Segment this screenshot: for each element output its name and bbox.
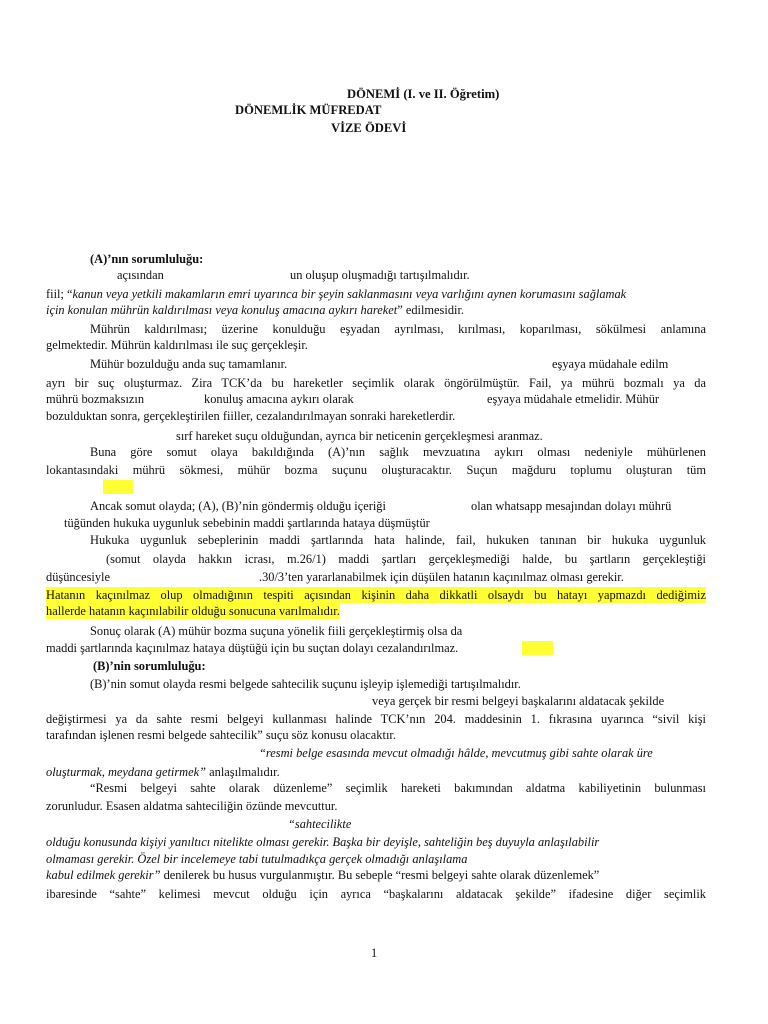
text-span: anlaşılmalıdır. bbox=[206, 765, 280, 779]
italic-quote: için konulan mührün kaldırılması veya konuluş amacına aykırı hareket bbox=[46, 303, 398, 317]
paragraph-line: düşüncesiyle bbox=[46, 570, 111, 584]
text-span: fiil; “ bbox=[46, 287, 73, 301]
paragraph-line: .30/3’ten yararlanabilmek için düşülen hatanın kaçınılmaz olması gerekir. bbox=[259, 570, 624, 584]
paragraph-line: açısından bbox=[117, 268, 164, 282]
highlighted-line: Hatanın kaçınılmaz olup olmadığının tespiti açısından kişinin daha dikkatli olsaydı bu hatayı yapmazdı dediğimiz bbox=[46, 588, 706, 602]
paragraph-line: eşyaya müdahale etmelidir. Mühür bbox=[487, 392, 660, 406]
paragraph-line: eşyaya müdahale edilm bbox=[552, 357, 669, 371]
italic-quote: “sahtecilikte bbox=[288, 817, 352, 831]
paragraph-line: Hukuka uygunluk sebeplerinin maddi şartlarında hata halinde, fail, hukuken tanınan bir hukuka uygunluk bbox=[90, 533, 706, 547]
text-span: ” edilmesidir. bbox=[397, 303, 464, 317]
italic-quote: olduğu konusunda kişiyi yanıltıcı nitelikte olması gerekir. Başka bir deyişle, sahteliğin beş duyuyla anlaşılabilir bbox=[46, 835, 600, 849]
paragraph-line: veya gerçek bir resmi belgeyi başkalarını aldatacak şekilde bbox=[372, 694, 665, 708]
paragraph-line: lokantasındaki mührü sökmesi, mühür bozma suçunu oluşturacaktır. Suçun mağduru toplumu oluşturan tüm bbox=[46, 463, 706, 477]
italic-quote: olmaması gerekir. Özel bir incelemeye tabi tutulmadıkça gerçek olmadığı anlaşılama bbox=[46, 852, 468, 866]
paragraph-line: maddi şartlarında kaçınılmaz hataya düştüğü için bu suçtan dolayı cezalandırılmaz. bbox=[46, 641, 459, 655]
paragraph-line: konuluş amacına aykırı olarak bbox=[204, 392, 354, 406]
highlight-mark bbox=[522, 641, 553, 655]
paragraph-line: değiştirmesi ya da sahte resmi belgeyi kullanması halinde TCK’nın 204. maddesinin 1. fıkrasına uyarınca “sivil kişi bbox=[46, 712, 706, 726]
section-heading-b: (B)’nin sorumluluğu: bbox=[93, 659, 206, 673]
paragraph-line: (somut olayda hakkın icrası, m.26/1) maddi şartları gerçekleşmediği halde, bu şartların gerçekleştiği bbox=[106, 552, 706, 566]
paragraph-line bbox=[46, 302, 706, 318]
header-curriculum: DÖNEMLİK MÜFREDAT bbox=[235, 103, 382, 117]
paragraph-line: tarafından işlenen resmi belgede sahtecilik” suçu söz konusu olacaktır. bbox=[46, 728, 396, 742]
paragraph-line bbox=[46, 286, 706, 302]
page-number: 1 bbox=[371, 946, 378, 960]
paragraph-line bbox=[46, 867, 706, 883]
highlight-mark bbox=[103, 480, 133, 494]
paragraph-line: Buna göre somut olaya bakıldığında (A)’nın sağlık mevzuatına aykırı olması nedeniyle mühürlenen bbox=[90, 445, 706, 459]
highlighted-line: hallerde hatanın kaçınılabilir olduğu sonucuna varılmalıdır. bbox=[46, 604, 340, 618]
paragraph-line: tüğünden hukuka uygunluk sebebinin maddi şartlarında hataya düşmüştür bbox=[64, 516, 430, 530]
paragraph-line: bozulduktan sonra, gerçekleştirilen fiiller, cezalandırılmayan sonraki hareketlerdir. bbox=[46, 409, 456, 423]
section-heading-a: (A)’nın sorumluluğu: bbox=[90, 252, 204, 266]
paragraph-line: (B)’nin somut olayda resmi belgede sahtecilik suçunu işleyip işlemediği tartışılmalıdır. bbox=[90, 677, 521, 691]
italic-quote: kabul edilmek gerekir” bbox=[46, 868, 161, 882]
paragraph-line: Ancak somut olayda; (A), (B)’nin göndermiş olduğu içeriği bbox=[90, 499, 386, 513]
paragraph-line: Mühür bozulduğu anda suç tamamlanır. bbox=[90, 357, 288, 371]
paragraph-line: gelmektedir. Mührün kaldırılması ile suç gerçekleşir. bbox=[46, 338, 308, 352]
paragraph-line: mührü bozmaksızın bbox=[46, 392, 145, 406]
paragraph-line: un oluşup oluşmadığı tartışılmalıdır. bbox=[290, 268, 470, 282]
paragraph-line: zorunludur. Esasen aldatma sahteciliğin özünde mevcuttur. bbox=[46, 799, 338, 813]
paragraph-line: Mührün kaldırılması; üzerine konulduğu eşyadan ayrılması, kırılması, koparılması, sökülmesi anlamına bbox=[90, 322, 706, 336]
header-title: VİZE ÖDEVİ bbox=[331, 121, 407, 135]
text-span: denilerek bu husus vurgulanmıştır. Bu sebeple “resmi belgeyi sahte olarak düzenlemek” bbox=[160, 868, 600, 882]
paragraph-line: “Resmi belgeyi sahte olarak düzenleme” seçimlik hareketi bakımından aldatma kabiliyetinin bulunması bbox=[90, 781, 706, 795]
italic-quote: kanun veya yetkili makamların emri uyarınca bir şeyin saklanmasını veya varlığını aynen korumasını sağlamak bbox=[72, 287, 627, 301]
paragraph-line bbox=[46, 764, 706, 780]
italic-quote: “resmi belge esasında mevcut olmadığı hâlde, mevcutmuş gibi sahte olarak üre bbox=[259, 746, 653, 760]
italic-quote: oluşturmak, meydana getirmek” bbox=[46, 765, 207, 779]
header-term: DÖNEMİ (I. ve II. Öğretim) bbox=[347, 87, 500, 101]
paragraph-line: ayrı bir suç oluşturmaz. Zira TCK’da bu hareketler seçimlik olarak öngörülmüştür. Fail, ya mührü bozmalı ya da bbox=[46, 376, 706, 390]
paragraph-line: Sonuç olarak (A) mühür bozma suçuna yönelik fiili gerçekleştirmiş olsa da bbox=[90, 624, 463, 638]
paragraph-line: olan whatsapp mesajından dolayı mührü bbox=[471, 499, 672, 513]
paragraph-line: sırf hareket suçu olduğundan, ayrıca bir neticenin gerçekleşmesi aranmaz. bbox=[176, 429, 543, 443]
paragraph-line: ibaresinde “sahte” kelimesi mevcut olduğu için ayrıca “başkalarını aldatacak şekilde” ifadesine diğer seçimlik bbox=[46, 887, 706, 901]
